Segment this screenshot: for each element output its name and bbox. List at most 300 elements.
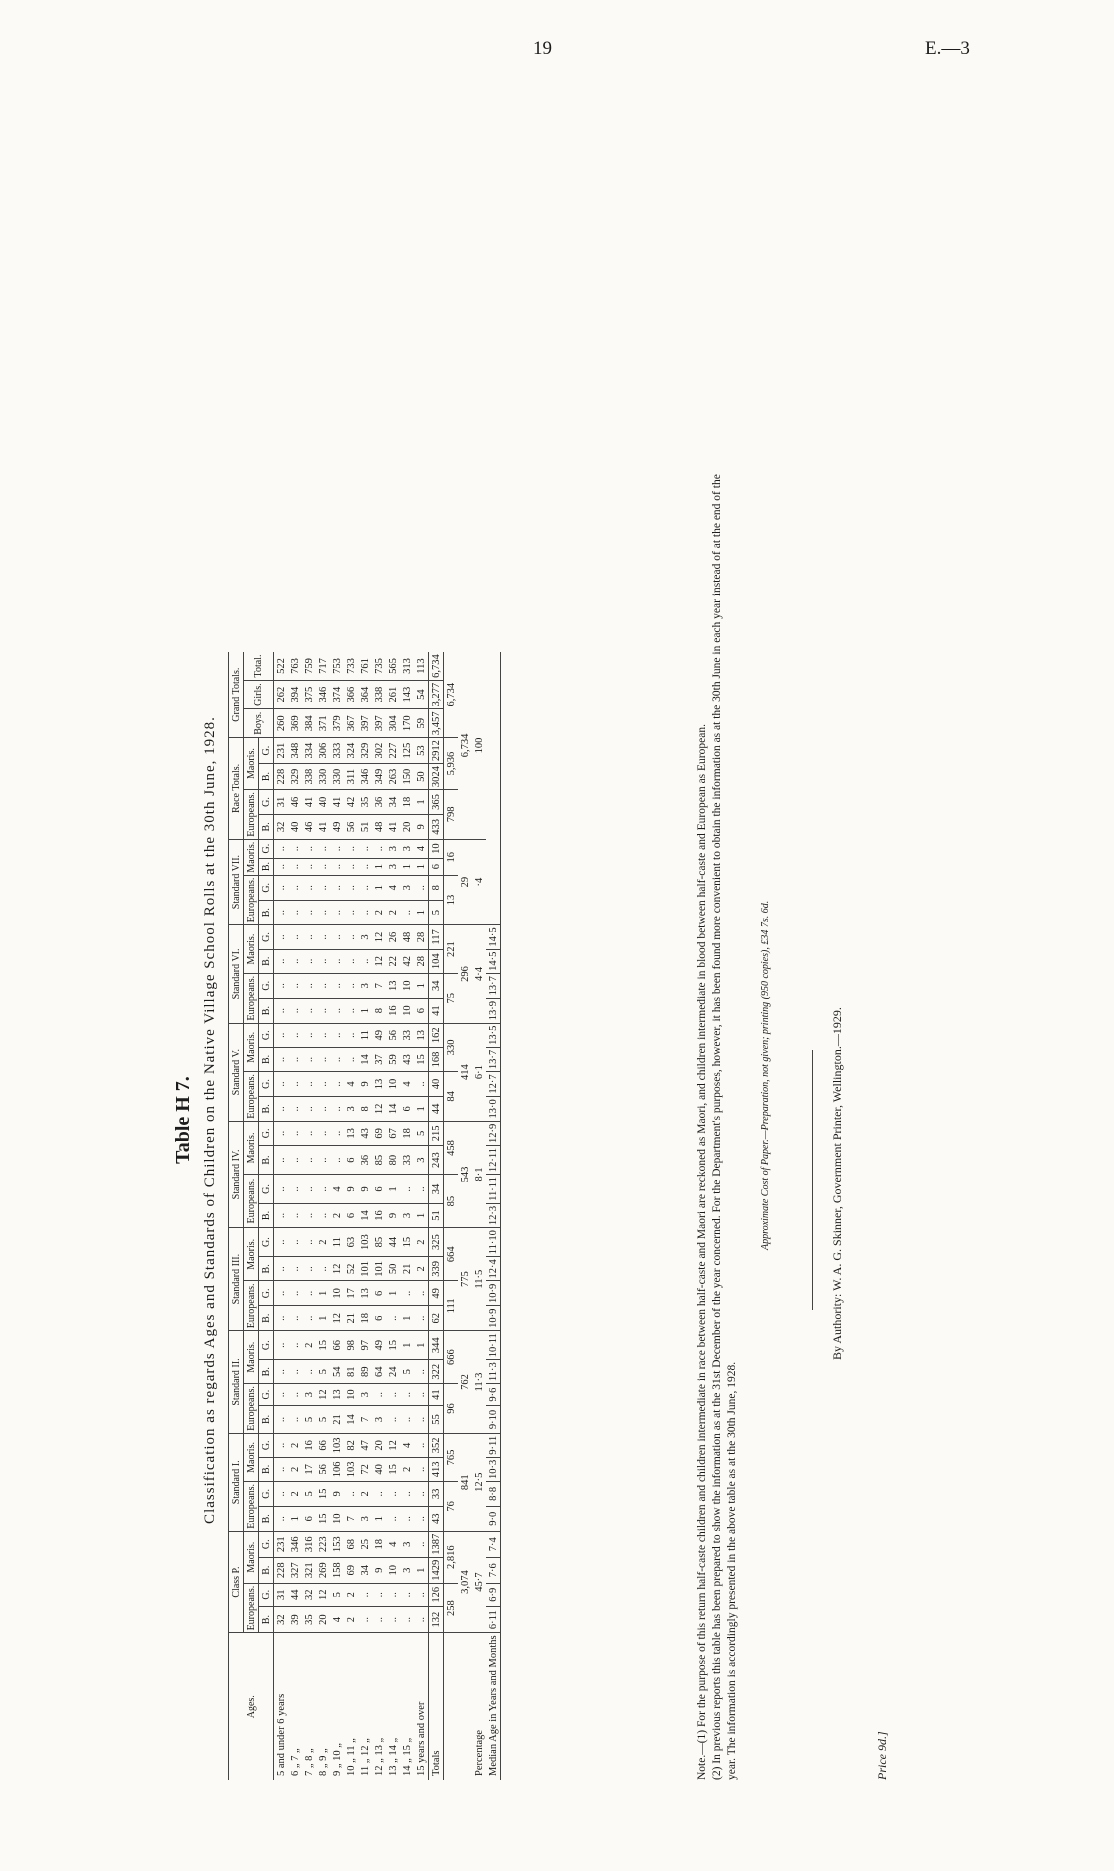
table-cell: .. [344, 998, 358, 1023]
table-cell: 5 [302, 1406, 316, 1434]
age-label: 11 „ 12 „ [359, 1738, 371, 1776]
table-cell: .. [302, 839, 316, 858]
table-cell: .. [330, 1072, 344, 1097]
table-cell: 35 [358, 790, 372, 815]
table-cell: .. [414, 1506, 429, 1531]
table-cell: .. [316, 949, 330, 973]
totals-cell: 365 [429, 790, 444, 815]
totals-cell: 243 [429, 1146, 444, 1175]
table-cell: 366 [344, 680, 358, 709]
group-header: Standard VI. [229, 925, 244, 1023]
table-cell: 1 [316, 1281, 330, 1306]
table-cell: .. [274, 1457, 289, 1481]
europeans-header: Europeans. [244, 1072, 259, 1122]
table-cell: 42 [400, 949, 414, 973]
table-cell: 2 [302, 1331, 316, 1360]
standard-totals-label [458, 1633, 472, 1780]
boys-col-header: B. [259, 764, 274, 790]
table-cell: 67 [386, 1121, 400, 1145]
median-cell: 7·6 [486, 1557, 501, 1583]
table-cell: .. [414, 1360, 429, 1384]
median-cell: 12·3 [486, 1203, 501, 1227]
table-cell: .. [400, 1481, 414, 1506]
totals-cell: 2912 [429, 738, 444, 764]
table-cell: 261 [386, 680, 400, 709]
table-cell: .. [274, 900, 289, 924]
table-cell: 5 [400, 1360, 414, 1384]
median-cell: 9·10 [486, 1406, 501, 1434]
table-cell: .. [288, 1121, 302, 1145]
table-cell: .. [288, 1360, 302, 1384]
table-cell: 5 [414, 1121, 429, 1145]
table-cell: 15 [386, 1331, 400, 1360]
table-cell: 49 [330, 814, 344, 839]
group-header: Race Totals. [229, 738, 244, 840]
table-cell: 3 [400, 839, 414, 858]
table-cell: 3 [400, 1557, 414, 1583]
table-cell: .. [316, 1121, 330, 1145]
table-cell: 1 [414, 858, 429, 875]
table-cell: .. [358, 839, 372, 858]
subtotal-cell: 765 [444, 1433, 459, 1481]
girls-col-header: G. [259, 1481, 274, 1506]
table-cell: .. [288, 875, 302, 900]
table-cell: 1 [414, 973, 429, 998]
table-cell: 260 [274, 709, 289, 738]
table-cell: 63 [344, 1228, 358, 1257]
table-cell: .. [288, 1146, 302, 1175]
table-cell: .. [372, 839, 386, 858]
europeans-header: Europeans. [244, 1384, 259, 1434]
table-cell: 13 [344, 1121, 358, 1145]
table-cell: 10 [400, 998, 414, 1023]
table-cell: .. [344, 858, 358, 875]
table-cell: .. [274, 925, 289, 949]
table-cell: .. [400, 1175, 414, 1204]
totals-cell: 339 [429, 1257, 444, 1281]
note-2: (2) In previous reports this table has been prepared to show the information as at the 31st December of the year concerned. For the Department's purposes, however, it has been found more convenient to obtain the information as at the 30th June in each year instead of at the end of the year. The information is accordingly presented in the above table as at the 30th June, 1928. [711, 474, 738, 1780]
table-cell: 9 [358, 1072, 372, 1097]
europeans-header: Europeans. [244, 875, 259, 925]
table-row [372, 652, 386, 1780]
table-cell: 3 [414, 1146, 429, 1175]
table-cell: .. [414, 1433, 429, 1457]
boys-col-header: B. [259, 1203, 274, 1227]
boys-col-header: B. [259, 949, 274, 973]
standard-total-cell: 6,734 [458, 652, 472, 839]
totals-cell: 34 [429, 1175, 444, 1204]
table-cell: .. [316, 1072, 330, 1097]
table-cell: 158 [330, 1557, 344, 1583]
table-cell: .. [288, 1228, 302, 1257]
totals-cell: 44 [429, 1096, 444, 1121]
reference-code: E.—3 [925, 38, 970, 59]
totals-cell: 10 [429, 839, 444, 858]
totals-cell: 3,457 [429, 709, 444, 738]
table-cell: .. [274, 1506, 289, 1531]
table-cell: 46 [302, 814, 316, 839]
standard-total-cell: 543 [458, 1121, 472, 1227]
table-cell: .. [400, 1406, 414, 1434]
subtotal-cell: 13 [444, 875, 459, 925]
table-cell: .. [274, 1096, 289, 1121]
table-cell: .. [414, 1583, 429, 1606]
age-label: 13 „ 14 „ [387, 1737, 399, 1776]
median-cell: 7·4 [486, 1531, 501, 1557]
table-cell: 31 [274, 1583, 289, 1606]
table-cell: 125 [400, 738, 414, 764]
table-cell: 306 [316, 738, 330, 764]
table-cell: 9 [358, 1175, 372, 1204]
table-cell: 763 [288, 652, 302, 680]
percentage-cell: 6·1 [472, 1023, 486, 1121]
table-cell: 367 [344, 709, 358, 738]
age-label: 7 „ 8 „ [303, 1748, 315, 1776]
girls-col-header: G. [259, 1433, 274, 1457]
table-cell: 14 [358, 1203, 372, 1227]
median-cell: 13·7 [486, 1047, 501, 1071]
table-cell: 20 [316, 1606, 330, 1633]
table-cell: 20 [372, 1433, 386, 1457]
boys-col-header: B. [259, 858, 274, 875]
table-cell: 364 [358, 680, 372, 709]
table-cell: 40 [316, 790, 330, 815]
table-cell: .. [316, 1203, 330, 1227]
table-cell: 113 [414, 652, 429, 680]
age-label: 15 years and over [414, 1633, 429, 1780]
table-cell: .. [302, 1047, 316, 1071]
table-cell: .. [274, 1481, 289, 1506]
subtotal-cell: 6,734 [444, 652, 459, 737]
totals-cell: 117 [429, 925, 444, 949]
table-cell: 384 [302, 709, 316, 738]
age-label: 6 „ 7 „ [289, 1748, 301, 1776]
table-cell: 14 [386, 1096, 400, 1121]
table-cell: 522 [274, 652, 289, 680]
totals-cell: 43 [429, 1506, 444, 1531]
table-cell: 3 [372, 1406, 386, 1434]
median-cell: 10·9 [486, 1306, 501, 1331]
standard-total-cell: 296 [458, 925, 472, 1023]
table-cell: 150 [400, 764, 414, 790]
totals-cell: 49 [429, 1281, 444, 1306]
table-cell: 311 [344, 764, 358, 790]
table-cell: .. [288, 1072, 302, 1097]
totals-cell: 215 [429, 1121, 444, 1145]
table-cell: 80 [386, 1146, 400, 1175]
table-cell: 13 [372, 1072, 386, 1097]
percentage-label: Percentage [473, 1729, 485, 1776]
table-cell: 13 [414, 1023, 429, 1047]
group-header: Standard III. [229, 1228, 244, 1331]
table-cell: 11 [358, 1023, 372, 1047]
table-cell: 11 [330, 1228, 344, 1257]
table-cell: .. [274, 858, 289, 875]
table-cell: .. [358, 875, 372, 900]
age-label: 5 and under 6 years [275, 1693, 287, 1776]
table-cell: 18 [372, 1531, 386, 1557]
maoris-header: Maoris. [244, 1531, 259, 1583]
table-cell: 2 [414, 1228, 429, 1257]
europeans-header: Europeans. [244, 790, 259, 840]
totals-cell: 3,277 [429, 680, 444, 709]
boys-col-header: B. [259, 1360, 274, 1384]
table-cell: .. [316, 1023, 330, 1047]
table-cell: .. [302, 1306, 316, 1331]
table-cell: .. [288, 1047, 302, 1071]
table-cell: 346 [288, 1531, 302, 1557]
totals-label: Totals [429, 1633, 444, 1780]
table-cell: .. [400, 900, 414, 924]
totals-cell: 322 [429, 1360, 444, 1384]
sex-header-row [259, 652, 274, 1780]
table-row [330, 652, 344, 1780]
table-cell: 9 [344, 1175, 358, 1204]
table-cell: 313 [400, 652, 414, 680]
table-cell: 1 [316, 1306, 330, 1331]
table-cell: 228 [274, 764, 289, 790]
table-cell: .. [358, 900, 372, 924]
table-cell: .. [372, 1481, 386, 1506]
table-cell: 2 [288, 1481, 302, 1506]
table-cell: 1 [414, 1096, 429, 1121]
table-cell: 7 [372, 973, 386, 998]
table-cell: .. [288, 1175, 302, 1204]
table-cell: 41 [330, 790, 344, 815]
table-cell: .. [302, 875, 316, 900]
table-cell: .. [316, 1146, 330, 1175]
subtotal-cell: 221 [444, 925, 459, 974]
table-cell: 371 [316, 709, 330, 738]
table-cell: .. [316, 858, 330, 875]
totals-cell: 6 [429, 858, 444, 875]
table-row [386, 652, 400, 1780]
table-cell: 12 [330, 1306, 344, 1331]
table-cell: .. [414, 1457, 429, 1481]
ages-header: Ages. [229, 1633, 274, 1780]
girls-col-header: G. [259, 1583, 274, 1606]
table-cell: 4 [330, 1606, 344, 1633]
table-cell: 36 [372, 790, 386, 815]
table-cell: 12 [316, 1583, 330, 1606]
table-cell: 2 [414, 1257, 429, 1281]
table-cell: 44 [386, 1228, 400, 1257]
standard-total-cell: 775 [458, 1228, 472, 1331]
table-cell: 6 [414, 998, 429, 1023]
table-cell: 35 [302, 1606, 316, 1633]
subtotal-cell: 2,816 [444, 1531, 459, 1583]
table-cell: .. [330, 949, 344, 973]
table-cell: 50 [414, 764, 429, 790]
table-cell: .. [274, 1306, 289, 1331]
table-cell: 4 [344, 1072, 358, 1097]
median-cell: 12·11 [486, 1146, 501, 1175]
table-cell: .. [400, 1384, 414, 1406]
total-header: Total. [244, 652, 274, 680]
table-cell: .. [316, 1096, 330, 1121]
table-cell: .. [316, 1047, 330, 1071]
table-cell: .. [414, 1281, 429, 1306]
table-cell: .. [414, 1306, 429, 1331]
table-cell: .. [274, 998, 289, 1023]
table-cell: 733 [344, 652, 358, 680]
table-cell: 14 [344, 1406, 358, 1434]
table-cell: 15 [316, 1481, 330, 1506]
table-cell: .. [274, 1281, 289, 1306]
table-cell: .. [316, 1257, 330, 1281]
table-cell: .. [316, 973, 330, 998]
table-cell: 324 [344, 738, 358, 764]
totals-cell: 162 [429, 1023, 444, 1047]
table-cell: 2 [288, 1457, 302, 1481]
table-cell: 50 [386, 1257, 400, 1281]
table-cell: 18 [400, 790, 414, 815]
table-cell: 69 [344, 1557, 358, 1583]
percentage-cell: 12·5 [472, 1433, 486, 1531]
table-cell: 4 [414, 839, 429, 858]
table-cell: .. [288, 1406, 302, 1434]
median-cell: 11·11 [486, 1175, 501, 1204]
table-row [316, 652, 330, 1780]
table-cell: 10 [386, 1072, 400, 1097]
totals-cell: 5 [429, 900, 444, 924]
totals-cell: 3024 [429, 764, 444, 790]
median-cell: 14·5 [486, 925, 501, 949]
table-cell: .. [302, 1023, 316, 1047]
table-cell: .. [358, 858, 372, 875]
median-cell: 14·5 [486, 949, 501, 973]
table-cell: .. [302, 900, 316, 924]
table-cell: 2 [288, 1433, 302, 1457]
maoris-header: Maoris. [244, 738, 259, 790]
table-cell: 51 [358, 814, 372, 839]
totals-cell: 104 [429, 949, 444, 973]
percentage-cell: 11·5 [472, 1228, 486, 1331]
table-cell: 69 [372, 1121, 386, 1145]
median-cell: 8·8 [486, 1481, 501, 1506]
percentage-cell: 11·3 [472, 1331, 486, 1434]
totals-cell: 344 [429, 1331, 444, 1360]
percentage-cell: 4·4 [472, 925, 486, 1023]
table-cell: 6 [400, 1096, 414, 1121]
table-cell: 338 [372, 680, 386, 709]
table-cell: 82 [344, 1433, 358, 1457]
table-cell: .. [386, 1306, 400, 1331]
median-cell: 10·11 [486, 1331, 501, 1360]
table-cell: .. [344, 1023, 358, 1047]
table-cell: 4 [386, 875, 400, 900]
boys-header: Boys. [244, 709, 274, 738]
table-cell: 228 [274, 1557, 289, 1583]
table-row [288, 652, 302, 1780]
table-cell: 6 [302, 1506, 316, 1531]
totals-cell: 62 [429, 1306, 444, 1331]
subtotal-cell: 76 [444, 1481, 459, 1531]
table-cell: 2 [330, 1203, 344, 1227]
table-cell: 1 [400, 1306, 414, 1331]
table-cell: .. [386, 1506, 400, 1531]
table-cell: .. [274, 875, 289, 900]
table-cell: 32 [274, 814, 289, 839]
table-cell: 64 [372, 1360, 386, 1384]
table-cell: 327 [288, 1557, 302, 1583]
table-cell: .. [386, 1481, 400, 1506]
table-cell: 5 [316, 1360, 330, 1384]
table-cell: .. [330, 1096, 344, 1121]
table-cell: .. [274, 1121, 289, 1145]
table-cell: 348 [288, 738, 302, 764]
table-cell: 565 [386, 652, 400, 680]
group-header: Standard II. [229, 1331, 244, 1434]
table-cell: .. [400, 1583, 414, 1606]
median-label: Median Age in Years and Months [486, 1633, 501, 1780]
europeans-header: Europeans. [244, 1481, 259, 1531]
table-cell: .. [274, 1433, 289, 1457]
table-cell: 717 [316, 652, 330, 680]
table-cell: 43 [400, 1047, 414, 1071]
boys-col-header: B. [259, 1306, 274, 1331]
table-cell: .. [316, 925, 330, 949]
table-cell: 1 [414, 790, 429, 815]
table-cell: 3 [386, 858, 400, 875]
median-cell: 11·3 [486, 1360, 501, 1384]
median-cell: 13·7 [486, 973, 501, 998]
table-cell: 329 [288, 764, 302, 790]
table-cell: 43 [358, 1121, 372, 1145]
table-cell: .. [274, 973, 289, 998]
table-cell: .. [414, 1531, 429, 1557]
subtotal-cell: 111 [444, 1281, 459, 1331]
table-cell: 37 [372, 1047, 386, 1071]
table-cell: 1 [386, 1281, 400, 1306]
table-cell: 16 [372, 1203, 386, 1227]
table-cell: 5 [316, 1406, 330, 1434]
table-cell: 54 [414, 680, 429, 709]
table-cell: 5 [302, 1481, 316, 1506]
boys-col-header: B. [259, 1406, 274, 1434]
maoris-header: Maoris. [244, 839, 259, 875]
table-cell: .. [302, 1121, 316, 1145]
table-cell: 40 [288, 814, 302, 839]
age-label: 8 „ 9 „ [317, 1748, 329, 1776]
table-cell: .. [274, 1047, 289, 1071]
table-cell: 85 [372, 1146, 386, 1175]
boys-col-header: B. [259, 998, 274, 1023]
table-cell: 8 [358, 1096, 372, 1121]
girls-col-header: G. [259, 1072, 274, 1097]
totals-cell: 41 [429, 998, 444, 1023]
table-cell: 24 [386, 1360, 400, 1384]
table-cell: 2 [316, 1228, 330, 1257]
table-cell: .. [274, 1228, 289, 1257]
table-cell: 3 [400, 1531, 414, 1557]
table-cell: 32 [302, 1583, 316, 1606]
maoris-header: Maoris. [244, 1331, 259, 1384]
table-cell: 41 [316, 814, 330, 839]
table-cell: 53 [414, 738, 429, 764]
table-cell: .. [344, 925, 358, 949]
table-cell: 49 [372, 1023, 386, 1047]
table-cell: .. [288, 1331, 302, 1360]
totals-cell: 1429 [429, 1557, 444, 1583]
table-cell: .. [344, 900, 358, 924]
table-cell: 1 [400, 858, 414, 875]
table-cell: .. [330, 858, 344, 875]
maoris-header: Maoris. [244, 1023, 259, 1072]
table-cell: .. [274, 949, 289, 973]
subtotals-row [444, 652, 459, 1780]
table-cell: 1 [288, 1506, 302, 1531]
